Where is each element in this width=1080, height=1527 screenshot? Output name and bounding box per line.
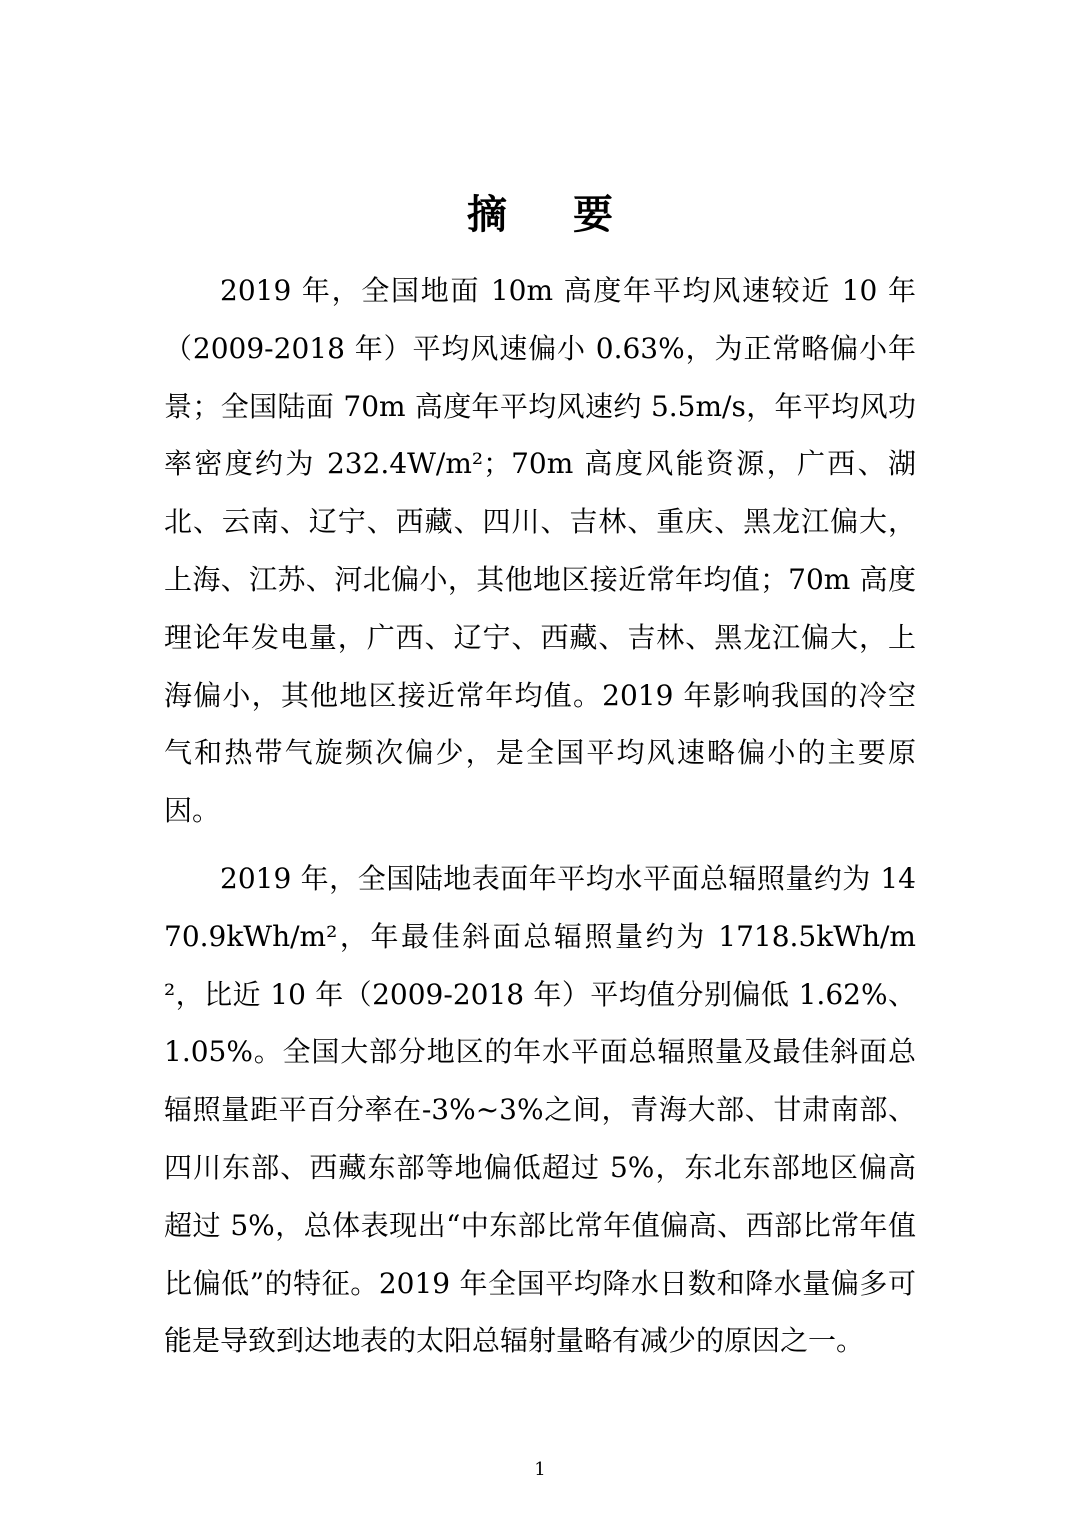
page-number: 1 bbox=[534, 1459, 546, 1480]
abstract-body bbox=[164, 262, 916, 1370]
paragraph-wind-resources: 2019 年，全国地面 10m 高度年平均风速较近 10 年（2009-2018 年）平均风速偏小 0.63%，为正常略偏小年景；全国陆面 70m 高度年平均风速约 5.5m/s，年平均风功率密度约为 232.4W/m²；70m 高度风能资源，广西、湖北、云南、辽宁、西藏、四川、吉林、重庆、黑龙江偏大，上海、江苏、河北偏小，其他地区接近常年均值；70m 高度理论年发电量，广西、辽宁、西藏、吉林、黑龙江偏大，上海偏小，其他地区接近常年均值。2019 年影响我国的冷空气和热带气旋频次偏少，是全国平均风速略偏小的主要原因。 bbox=[164, 274, 916, 828]
paragraph-solar-radiation: 2019 年，全国陆地表面年平均水平面总辐照量约为 1470.9kWh/m²，年最佳斜面总辐照量约为 1718.5kWh/m²，比近 10 年（2009-2018 年）平均值分别偏低 1.62%、1.05%。全国大部分地区的年水平面总辐照量及最佳斜面总辐照量距平百分率在-3%~3%之间，青海大部、甘肃南部、四川东部、西藏东部等地偏低超过 5%，东北东部地区偏高超过 5%，总体表现出“中东部比常年值偏高、西部比常年值比偏低”的特征。2019 年全国平均降水日数和降水量偏多可能是导致到达地表的太阳总辐射量略有减少的原因之一。 bbox=[164, 861, 916, 1358]
page-title: 摘 要 bbox=[467, 191, 639, 238]
